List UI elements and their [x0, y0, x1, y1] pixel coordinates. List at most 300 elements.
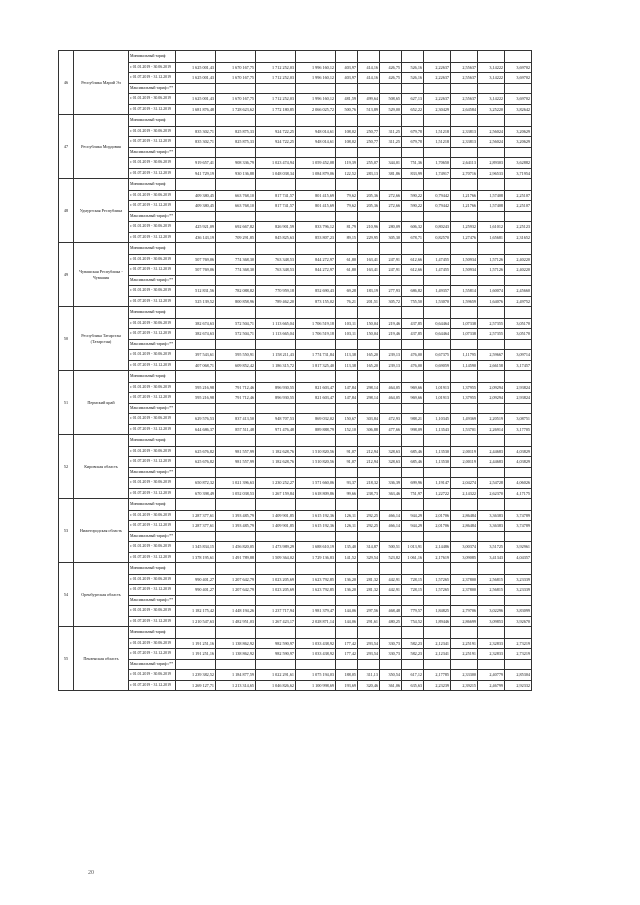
value-cell: 635,63	[402, 680, 424, 691]
value-cell: 2,92332	[505, 680, 532, 691]
value-cell: 437,85	[402, 318, 424, 329]
value-cell: 2,12341	[424, 638, 451, 649]
tariff-period-label: с 01.01.2019 - 30.06.2019	[129, 414, 176, 425]
value-cell	[451, 659, 478, 670]
value-cell	[451, 83, 478, 94]
value-cell: 382 674,63	[176, 329, 216, 340]
value-cell	[216, 467, 256, 478]
value-cell: 1 473 989,29	[256, 542, 296, 553]
value-cell: 442,91	[380, 585, 402, 596]
value-cell	[505, 243, 532, 255]
value-cell	[176, 595, 216, 606]
value-cell	[358, 563, 380, 575]
value-cell: 686,82	[402, 286, 424, 297]
value-cell: 3,00374	[451, 542, 478, 553]
table-row	[59, 201, 532, 212]
value-cell: 4,04357	[505, 552, 532, 563]
value-cell: 2,56024	[478, 126, 505, 137]
value-cell	[256, 659, 296, 670]
value-cell	[505, 467, 532, 478]
value-cell: 755,50	[402, 296, 424, 307]
value-cell: 1 059 452,08	[296, 158, 336, 169]
value-cell: 791 712,46	[216, 382, 256, 393]
value-cell: 1,55814	[451, 286, 478, 297]
value-cell	[451, 307, 478, 319]
value-cell: 425 921,09	[176, 222, 216, 233]
value-cell: 212,94	[358, 446, 380, 457]
value-cell	[336, 275, 358, 286]
tariff-period-label: с 01.01.2019 - 30.06.2019	[129, 638, 176, 649]
value-cell: 2,93824	[505, 393, 532, 404]
value-cell	[176, 467, 216, 478]
value-cell: 2,12341	[424, 649, 451, 660]
value-cell: 93,37	[336, 478, 358, 489]
value-cell: 652,22	[402, 104, 424, 115]
value-cell: 512 831,56	[176, 286, 216, 297]
value-cell: 2,55637	[451, 94, 478, 105]
value-cell	[336, 499, 358, 511]
tariff-period-label: Максимальный тариф с**	[129, 659, 176, 670]
value-cell: 2,39215	[451, 680, 478, 691]
table-row	[59, 531, 532, 542]
value-cell: 998,09	[402, 424, 424, 435]
value-cell: 1,47455	[424, 265, 451, 276]
value-cell	[256, 275, 296, 286]
value-cell: 205,36	[358, 190, 380, 201]
table-row	[59, 521, 532, 532]
value-cell: 311,13	[358, 670, 380, 681]
value-cell	[336, 51, 358, 63]
value-cell: 328,63	[380, 457, 402, 468]
value-cell: 1 210 547,63	[176, 616, 216, 627]
value-cell: 1 688 610,19	[296, 542, 336, 553]
value-cell: 1 615 192,36	[296, 521, 336, 532]
tariff-period-label: с 01.07.2019 - 31.12.2019	[129, 296, 176, 307]
table-row	[59, 499, 532, 511]
value-cell: 981 557,99	[216, 446, 256, 457]
tariff-period-label: с 01.07.2019 - 31.12.2019	[129, 393, 176, 404]
region-name: Чувашская Республика - Чувашия	[74, 243, 129, 307]
value-cell: 825 875,33	[216, 126, 256, 137]
value-cell: 344,01	[380, 158, 402, 169]
value-cell: 982 590,97	[256, 649, 296, 660]
value-cell	[402, 499, 424, 511]
tariff-period-label: с 01.01.2019 - 30.06.2019	[129, 670, 176, 681]
value-cell	[424, 339, 451, 350]
tariff-period-label: с 01.01.2019 - 30.06.2019	[129, 62, 176, 73]
group-number: 51	[59, 371, 74, 435]
tariff-period-label: с 01.07.2019 - 31.12.2019	[129, 265, 176, 276]
value-cell	[216, 371, 256, 383]
value-cell	[402, 563, 424, 575]
value-cell: 2,22637	[424, 73, 451, 84]
tariff-period-label: с 01.07.2019 - 31.12.2019	[129, 329, 176, 340]
value-cell: 442,91	[380, 574, 402, 585]
value-cell: 147,84	[336, 393, 358, 404]
value-cell: 525 139,52	[176, 296, 216, 307]
value-cell	[505, 147, 532, 158]
value-cell	[358, 595, 380, 606]
tariff-period-label: с 01.07.2019 - 31.12.2019	[129, 585, 176, 596]
value-cell: 857 511,48	[216, 424, 256, 435]
value-cell: 91,07	[336, 457, 358, 468]
value-cell: 1,14590	[451, 360, 478, 371]
value-cell	[505, 275, 532, 286]
table-row	[59, 83, 532, 94]
table-row	[59, 147, 532, 158]
value-cell: 1,19147	[424, 478, 451, 489]
value-cell: 476,00	[402, 350, 424, 361]
value-cell: 0,79442	[424, 201, 451, 212]
value-cell	[336, 371, 358, 383]
value-cell	[358, 371, 380, 383]
value-cell: 0,80243	[424, 222, 451, 233]
value-cell	[358, 115, 380, 127]
value-cell: 1,25932	[451, 222, 478, 233]
value-cell: 835 302,71	[176, 137, 216, 148]
value-cell: 177,42	[336, 638, 358, 649]
tariff-period-label: с 01.01.2019 - 30.06.2019	[129, 318, 176, 329]
value-cell: 817 741,57	[256, 190, 296, 201]
value-cell: 2,86699	[451, 616, 478, 627]
value-cell	[478, 339, 505, 350]
value-cell	[176, 179, 216, 191]
value-cell: 0,82570	[424, 232, 451, 243]
value-cell: 821 603,47	[296, 382, 336, 393]
value-cell: 709 291,85	[216, 232, 256, 243]
value-cell	[296, 467, 336, 478]
value-cell	[451, 531, 478, 542]
tariff-sheet	[58, 50, 532, 691]
tariff-period-label: Минимальный тариф	[129, 627, 176, 639]
value-cell	[505, 659, 532, 670]
value-cell: 3,82642	[505, 104, 532, 115]
value-cell: 1,11795	[451, 350, 478, 361]
value-cell: 2,32833	[478, 649, 505, 660]
value-cell: 2,64113	[451, 158, 478, 169]
value-cell: 3,69702	[505, 62, 532, 73]
value-cell: 751,97	[402, 488, 424, 499]
value-cell: 472,93	[380, 414, 402, 425]
value-cell: 277,93	[380, 286, 402, 297]
value-cell	[478, 499, 505, 511]
value-cell	[176, 403, 216, 414]
value-cell: 800 858,96	[216, 296, 256, 307]
table-row	[59, 627, 532, 639]
value-cell: 513,89	[358, 104, 380, 115]
value-cell: 3,09085	[451, 552, 478, 563]
value-cell: 582,23	[402, 638, 424, 649]
value-cell	[216, 499, 256, 511]
table-row	[59, 488, 532, 499]
table-row	[59, 51, 532, 63]
value-cell: 919 657,41	[176, 158, 216, 169]
value-cell	[336, 531, 358, 542]
value-cell	[424, 179, 451, 191]
value-cell	[336, 563, 358, 575]
value-cell: 650 872,32	[176, 478, 216, 489]
value-cell: 144,06	[336, 606, 358, 617]
value-cell: 844 272,97	[296, 254, 336, 265]
value-cell: 1,22722	[424, 488, 451, 499]
value-cell: 2,25107	[505, 201, 532, 212]
value-cell: 2,46799	[478, 680, 505, 691]
value-cell: 2,25191	[451, 638, 478, 649]
table-row	[59, 94, 532, 105]
value-cell: 311,25	[380, 137, 402, 148]
table-row	[59, 446, 532, 457]
value-cell: 201,51	[358, 296, 380, 307]
tariff-period-label: с 01.01.2019 - 30.06.2019	[129, 446, 176, 457]
value-cell: 779,57	[402, 606, 424, 617]
table-row	[59, 179, 532, 191]
value-cell	[380, 371, 402, 383]
value-cell: 0,79442	[424, 190, 451, 201]
tariff-period-label: Минимальный тариф	[129, 435, 176, 447]
value-cell: 2,33813	[451, 126, 478, 137]
value-cell: 403,97	[336, 73, 358, 84]
value-cell	[296, 179, 336, 191]
value-cell: 1 393 485,79	[216, 510, 256, 521]
value-cell: 152,10	[336, 424, 358, 435]
value-cell: 845 825,63	[256, 232, 296, 243]
value-cell: 2,44683	[478, 457, 505, 468]
value-cell: 678,71	[402, 232, 424, 243]
table-row	[59, 168, 532, 179]
value-cell: 99,66	[336, 488, 358, 499]
value-cell: 507 769,06	[176, 265, 216, 276]
value-cell: 817 741,57	[256, 201, 296, 212]
value-cell: 2,44683	[478, 446, 505, 457]
table-row	[59, 552, 532, 563]
value-cell	[402, 307, 424, 319]
table-row	[59, 158, 532, 169]
value-cell: 770 959,18	[256, 286, 296, 297]
value-cell: 464,05	[380, 393, 402, 404]
value-cell: 924 722,25	[256, 126, 296, 137]
group-number: 48	[59, 179, 74, 243]
table-row	[59, 222, 532, 233]
value-cell	[478, 627, 505, 639]
value-cell	[256, 243, 296, 255]
value-cell: 774 368,30	[216, 265, 256, 276]
value-cell: 2,25123	[505, 222, 532, 233]
value-cell: 692 667,82	[216, 222, 256, 233]
value-cell	[478, 179, 505, 191]
value-cell: 1,51218	[424, 137, 451, 148]
value-cell	[505, 403, 532, 414]
value-cell: 1 393 485,79	[216, 521, 256, 532]
value-cell	[424, 531, 451, 542]
table-row	[59, 62, 532, 73]
region-name: Республика Мордовия	[74, 115, 129, 179]
value-cell: 108,02	[336, 137, 358, 148]
value-cell: 219,46	[380, 318, 402, 329]
tariff-period-label: с 01.07.2019 - 31.12.2019	[129, 168, 176, 179]
value-cell	[256, 563, 296, 575]
value-cell: 500,76	[336, 104, 358, 115]
table-row	[59, 382, 532, 393]
value-cell	[424, 51, 451, 63]
value-cell	[424, 115, 451, 127]
table-row	[59, 137, 532, 148]
value-cell: 1 482 951,03	[216, 616, 256, 627]
value-cell: 1,59659	[451, 296, 478, 307]
value-cell: 582,23	[402, 649, 424, 660]
tariff-period-label: Максимальный тариф с**	[129, 211, 176, 222]
value-cell: 218,32	[358, 478, 380, 489]
value-cell: 663 768,10	[216, 201, 256, 212]
value-cell	[336, 339, 358, 350]
value-cell	[256, 627, 296, 639]
value-cell	[451, 211, 478, 222]
value-cell	[176, 211, 216, 222]
value-cell: 612,66	[402, 265, 424, 276]
value-cell: 625 676,82	[176, 457, 216, 468]
value-cell: 590,22	[402, 201, 424, 212]
value-cell: 3,36383	[478, 521, 505, 532]
value-cell: 464,05	[380, 382, 402, 393]
value-cell: 1 670 167,75	[216, 73, 256, 84]
value-cell: 0,69059	[424, 360, 451, 371]
value-cell	[451, 467, 478, 478]
value-cell	[296, 51, 336, 63]
value-cell: 523,82	[380, 552, 402, 563]
value-cell: 2,17619	[424, 552, 451, 563]
table-row	[59, 296, 532, 307]
value-cell: 3,92670	[505, 616, 532, 627]
value-cell	[424, 147, 451, 158]
region-name: Кировская область	[74, 435, 129, 499]
value-cell	[336, 659, 358, 670]
value-cell: 409 380,45	[176, 190, 216, 201]
value-cell	[451, 563, 478, 575]
value-cell: 2,57355	[478, 329, 505, 340]
value-cell	[176, 531, 216, 542]
value-cell: 305,30	[380, 232, 402, 243]
value-cell: 3,69702	[505, 73, 532, 84]
value-cell: 1,89446	[424, 616, 451, 627]
value-cell: 2,25107	[505, 190, 532, 201]
value-cell: 1,53070	[424, 296, 451, 307]
value-cell	[505, 83, 532, 94]
value-cell: 789 462,20	[256, 296, 296, 307]
tariff-period-label: с 01.01.2019 - 30.06.2019	[129, 254, 176, 265]
value-cell: 298,14	[358, 393, 380, 404]
value-cell: 89,15	[336, 232, 358, 243]
value-cell	[256, 467, 296, 478]
value-cell: 126,11	[336, 521, 358, 532]
value-cell: 3,23339	[505, 585, 532, 596]
value-cell	[296, 499, 336, 511]
value-cell: 292,25	[358, 510, 380, 521]
value-cell	[216, 51, 256, 63]
value-cell: 835 302,71	[176, 126, 216, 137]
value-cell: 944,29	[402, 510, 424, 521]
value-cell: 2,62370	[478, 488, 505, 499]
value-cell	[424, 563, 451, 575]
value-cell: 2,86484	[451, 521, 478, 532]
value-cell: 1 817 325,40	[296, 360, 336, 371]
value-cell	[505, 435, 532, 447]
value-cell: 1 287 377,61	[176, 521, 216, 532]
value-cell	[176, 307, 216, 319]
value-cell: 2,86484	[451, 510, 478, 521]
value-cell: 1 706 519,18	[296, 329, 336, 340]
value-cell: 3,36383	[478, 510, 505, 521]
value-cell: 1,10345	[424, 414, 451, 425]
value-cell: 1 052 038,53	[216, 488, 256, 499]
value-cell	[478, 435, 505, 447]
value-cell: 2,20519	[478, 414, 505, 425]
value-cell: 1,27476	[451, 232, 478, 243]
value-cell: 2,79706	[451, 606, 478, 617]
value-cell	[176, 371, 216, 383]
table-row	[59, 275, 532, 286]
value-cell: 1 409 901,85	[256, 510, 296, 521]
value-cell	[451, 595, 478, 606]
value-cell: 1,37955	[451, 382, 478, 393]
tariff-period-label: с 01.01.2019 - 30.06.2019	[129, 222, 176, 233]
value-cell	[505, 531, 532, 542]
table-row	[59, 606, 532, 617]
value-cell: 1,13543	[424, 424, 451, 435]
region-name: Республика Татарстан (Татарстан)	[74, 307, 129, 371]
value-cell: 361,06	[380, 680, 402, 691]
value-cell	[296, 403, 336, 414]
value-cell: 896 930,55	[256, 393, 296, 404]
value-cell: 403,97	[336, 62, 358, 73]
value-cell	[380, 115, 402, 127]
value-cell	[336, 147, 358, 158]
value-cell: 2,56815	[478, 585, 505, 596]
group-number: 49	[59, 243, 74, 307]
value-cell: 2,85304	[505, 670, 532, 681]
value-cell: 2,01706	[424, 521, 451, 532]
table-row	[59, 680, 532, 691]
table-row	[59, 360, 532, 371]
table-row	[59, 350, 532, 361]
value-cell: 1 625 001,43	[176, 94, 216, 105]
value-cell	[256, 115, 296, 127]
value-cell: 1 269 127,71	[176, 680, 216, 691]
value-cell: 1,49357	[424, 286, 451, 297]
tariff-period-label: с 01.01.2019 - 30.06.2019	[129, 94, 176, 105]
value-cell: 1,13530	[424, 457, 451, 468]
value-cell: 685,46	[402, 446, 424, 457]
value-cell	[256, 371, 296, 383]
value-cell: 1 061,16	[402, 552, 424, 563]
value-cell: 163,41	[358, 254, 380, 265]
value-cell	[216, 83, 256, 94]
value-cell	[358, 147, 380, 158]
value-cell: 1,47455	[424, 254, 451, 265]
value-cell: 437,85	[402, 329, 424, 340]
table-row	[59, 265, 532, 276]
value-cell: 990 401,27	[176, 574, 216, 585]
value-cell	[336, 179, 358, 191]
value-cell: 837 413,50	[216, 414, 256, 425]
value-cell: 193,69	[336, 680, 358, 691]
value-cell: 250,77	[358, 137, 380, 148]
value-cell: 685,46	[402, 457, 424, 468]
value-cell	[424, 659, 451, 670]
value-cell: 2,89303	[478, 158, 505, 169]
value-cell: 0,64464	[424, 318, 451, 329]
value-cell	[505, 371, 532, 383]
value-cell: 2,00119	[451, 457, 478, 468]
value-cell	[402, 659, 424, 670]
